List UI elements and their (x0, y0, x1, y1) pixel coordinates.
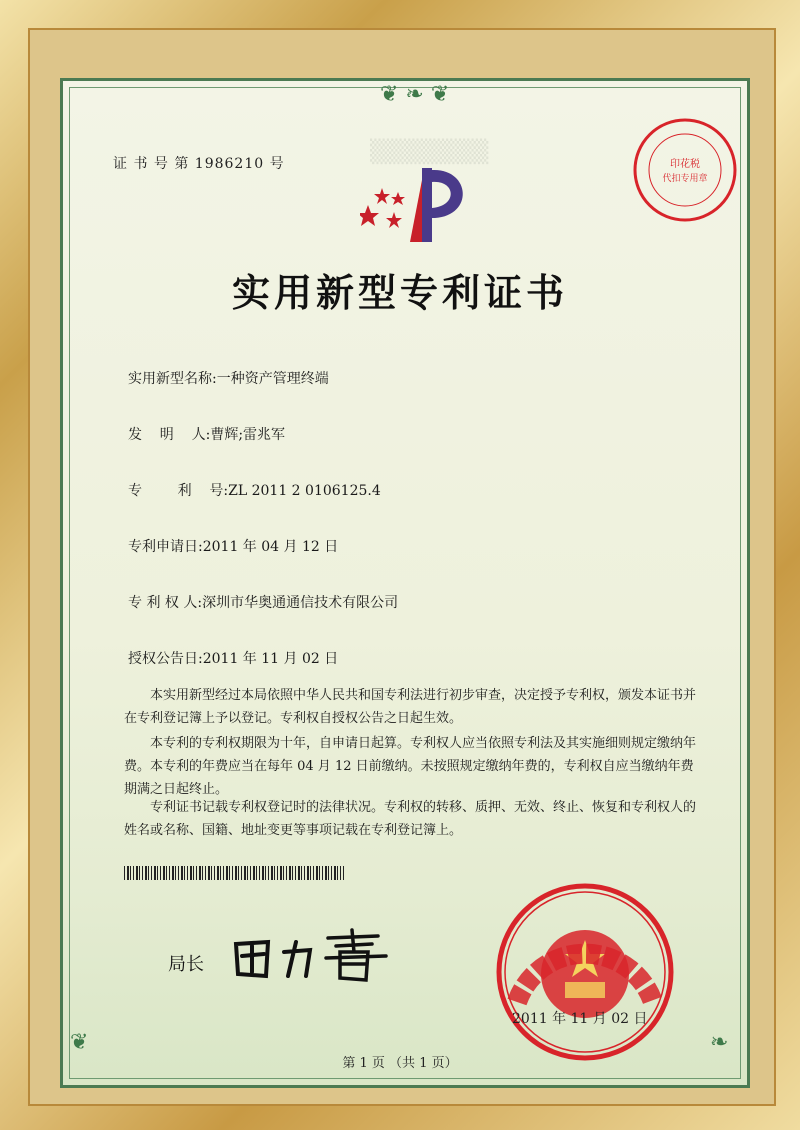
field-label: 专 利 号: (128, 483, 229, 499)
field-label: 授权公告日: (128, 651, 203, 667)
seal-date: 2011 年 11 月 02 日 (512, 1011, 648, 1027)
official-seal-icon (495, 882, 675, 1062)
field-value: 深圳市华奥通通信技术有限公司 (202, 595, 399, 611)
field-value: 2011 年 11 月 02 日 (202, 651, 339, 667)
certificate-title: 实用新型专利证书 (231, 271, 568, 315)
field-label: 实用新型名称: (128, 371, 217, 387)
director-signature (228, 924, 398, 984)
field-value: 2011 年 04 月 12 日 (202, 539, 339, 555)
background-watermark: ▒▒▒▒▒▒▒ (370, 140, 489, 165)
svg-text:代扣专用章: 代扣专用章 (662, 174, 708, 184)
field-filing-date (128, 536, 338, 556)
field-grant-date (128, 648, 338, 668)
page-info: 第 1 页 （共 1 页） (342, 1056, 458, 1071)
field-inventor (128, 424, 285, 444)
paragraph-grant-notice: 本实用新型经过本局依照中华人民共和国专利法进行初步审查，决定授予专利权，颁发本证书并在专利登记簿上予以登记。专利权自授权公告之日起生效。 (124, 688, 697, 726)
barcode (124, 866, 344, 880)
top-ornament-icon: ❦ ❧ ❦ (380, 82, 450, 107)
field-label: 专 利 权 人: (128, 595, 203, 611)
paragraph-legal-status: 专利证书记载专利权登记时的法律状况。专利权的转移、质押、无效、终止、恢复和专利权人的姓名或名称、国籍、地址变更等事项记载在专利登记簿上。 (124, 800, 697, 838)
bottom-left-ornament-icon: ❦ (70, 1030, 89, 1055)
field-value: ZL 2011 2 0106125.4 (228, 483, 381, 499)
field-value: 一种资产管理终端 (216, 371, 329, 387)
patent-office-logo-icon (360, 160, 490, 250)
certificate-number: 证 书 号 第 1986210 号 (113, 156, 285, 172)
svg-text:印花税: 印花税 (670, 159, 700, 170)
director-label: 局长 (168, 954, 204, 975)
paragraph-term-fees: 本专利的专利权期限为十年，自申请日起算。专利权人应当依照专利法及其实施细则规定缴纳年费。本专利的年费应当在每年 04 月 12 日前缴纳。未按照规定缴纳年费的，专利权自应当缴纳年费期满之日起终止。 (124, 736, 697, 797)
field-utility-model-name (128, 368, 329, 388)
tax-stamp-icon (630, 115, 740, 225)
field-label: 专利申请日: (128, 539, 203, 555)
field-patentee (128, 592, 398, 612)
field-label: 发 明 人: (128, 427, 211, 443)
bottom-right-ornament-icon: ❧ (710, 1030, 729, 1055)
field-patent-number (128, 480, 381, 500)
field-value: 曹辉;雷兆军 (210, 427, 286, 443)
